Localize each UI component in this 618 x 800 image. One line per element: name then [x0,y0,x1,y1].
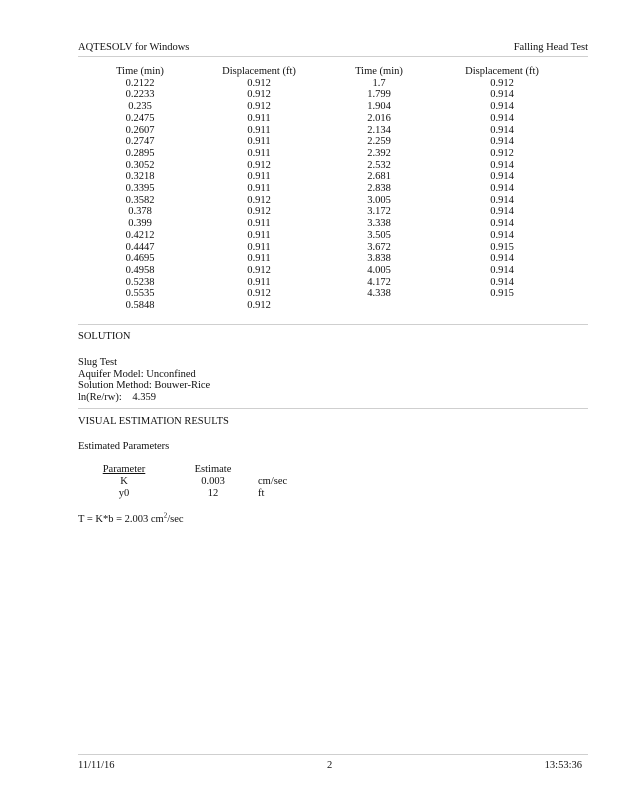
param-name-y0: y0 [118,488,130,499]
solution-ln-row [78,392,210,404]
displacement-header-1: Displacement (ft) [222,66,296,77]
displacement-cell: 0.914 [490,124,514,136]
visual-heading: VISUAL ESTIMATION RESULTS [78,416,229,427]
time-cell: 4.338 [367,288,391,300]
estimated-params-heading: Estimated Parameters [78,441,170,452]
transmissivity-formula [78,511,184,525]
app-title: AQTESOLV for Windows [78,42,190,53]
time-cell: 0.2122 [125,77,155,89]
displacement-cell: 0.911 [247,136,271,148]
header-divider [78,56,588,57]
displacement-cell: 0.912 [247,206,271,218]
ln-value: 4.359 [132,391,156,403]
time-cell: 0.5848 [125,300,155,312]
displacement-cell: 0.914 [490,264,514,276]
param-estimate-column [188,464,238,500]
displacement-cell: 0.912 [490,147,514,159]
displacement-cell: 0.914 [490,159,514,171]
time-cell: 3.172 [367,206,391,218]
time-cell: 3.505 [367,229,391,241]
unit-k: cm/sec [258,476,288,487]
displacement-cell: 0.915 [490,288,514,300]
time-cell: 3.338 [367,218,391,230]
displacement-cell: 0.912 [247,159,271,171]
time-cell: 2.134 [367,124,391,136]
footer-date: 11/11/16 [78,760,115,771]
formula-text: T = K*b = 2.003 cm [78,514,164,525]
time-header-2: Time (min) [355,66,403,77]
displacement-cell: 0.914 [490,218,514,230]
displacement-cell: 0.911 [247,183,271,195]
displacement-cell: 0.914 [490,183,514,195]
footer-page-number: 2 [327,760,333,771]
displacement-cell: 0.912 [247,288,271,300]
time-cell: 3.838 [367,253,391,265]
displacement-header-2: Displacement (ft) [465,66,539,77]
displacement-cell: 0.912 [247,300,271,312]
displacement-cell: 0.914 [490,206,514,218]
time-cell: 0.399 [128,218,152,230]
time-cell: 0.2895 [125,147,155,159]
footer-divider [78,754,588,755]
time-cell: 0.2233 [125,89,155,101]
time-cell: 2.259 [367,136,391,148]
displacement-cell: 0.914 [490,229,514,241]
time-column-2 [319,66,439,300]
time-cell: 0.3582 [125,194,155,206]
solution-block [78,357,210,403]
time-cell: 2.838 [367,183,391,195]
solution-method: Solution Method: Bouwer-Rice [78,380,211,391]
time-cell: 2.532 [367,159,391,171]
footer-time: 13:53:36 [544,760,582,771]
ln-label: ln(Re/rw): [78,391,122,403]
time-cell: 0.5535 [125,288,155,300]
param-name-column [96,464,152,500]
time-cell: 0.378 [128,206,152,218]
time-cell: 4.172 [367,276,391,288]
solution-divider [78,408,588,409]
displacement-column-1 [199,66,319,312]
displacement-cell: 0.912 [247,77,271,89]
time-cell: 4.005 [367,264,391,276]
displacement-cell: 0.911 [247,147,271,159]
displacement-cell: 0.912 [490,77,514,89]
displacement-cell: 0.912 [247,194,271,206]
time-cell: 0.2747 [125,136,155,148]
time-cell: 0.4695 [125,253,155,265]
param-unit-column [258,464,287,500]
displacement-cell: 0.911 [247,218,271,230]
time-cell: 3.005 [367,194,391,206]
time-cell: 0.4212 [125,229,155,241]
displacement-cell: 0.911 [247,171,271,183]
unit-y0: ft [258,488,265,499]
time-cell: 0.5238 [125,276,155,288]
displacement-cell: 0.914 [490,101,514,113]
time-cell: 2.016 [367,112,391,124]
displacement-cell: 0.911 [247,124,271,136]
time-cell: 0.3395 [125,183,155,195]
displacement-cell: 0.912 [247,101,271,113]
formula-unit: /sec [167,514,184,525]
displacement-column-2 [442,66,562,300]
time-cell: 0.2607 [125,124,155,136]
displacement-cell: 0.914 [490,136,514,148]
solution-heading: SOLUTION [78,331,131,342]
displacement-cell: 0.911 [247,241,271,253]
time-cell: 1.7 [372,77,386,89]
displacement-cell: 0.914 [490,253,514,265]
time-cell: 0.3052 [125,159,155,171]
displacement-cell: 0.911 [247,112,271,124]
time-cell: 0.235 [128,101,152,113]
displacement-cell: 0.914 [490,194,514,206]
time-cell: 0.3218 [125,171,155,183]
time-cell: 0.2475 [125,112,155,124]
param-name-k: K [120,476,128,487]
param-header: Parameter [102,464,146,475]
displacement-cell: 0.915 [490,241,514,253]
displacement-cell: 0.911 [247,253,271,265]
displacement-cell: 0.914 [490,112,514,124]
time-cell: 1.904 [367,101,391,113]
time-cell: 1.799 [367,89,391,101]
formula-exponent: 2 [163,511,168,520]
time-header-1: Time (min) [116,66,164,77]
time-cell: 0.4447 [125,241,155,253]
displacement-cell: 0.911 [247,229,271,241]
solution-test-type: Slug Test [78,357,118,368]
estimate-k: 0.003 [201,476,225,487]
displacement-cell: 0.914 [490,171,514,183]
displacement-cell: 0.912 [247,264,271,276]
displacement-cell: 0.911 [247,276,271,288]
estimate-header: Estimate [194,464,232,475]
displacement-cell: 0.914 [490,276,514,288]
displacement-cell: 0.912 [247,89,271,101]
time-cell: 3.672 [367,241,391,253]
report-title: Falling Head Test [513,42,588,53]
displacement-cell: 0.914 [490,89,514,101]
solution-aquifer-model: Aquifer Model: Unconfined [78,368,196,380]
time-column-1 [80,66,200,312]
time-cell: 0.4958 [125,264,155,276]
time-cell: 2.681 [367,171,391,183]
estimate-y0: 12 [207,488,219,499]
table-divider [78,324,588,325]
time-cell: 2.392 [367,147,391,159]
